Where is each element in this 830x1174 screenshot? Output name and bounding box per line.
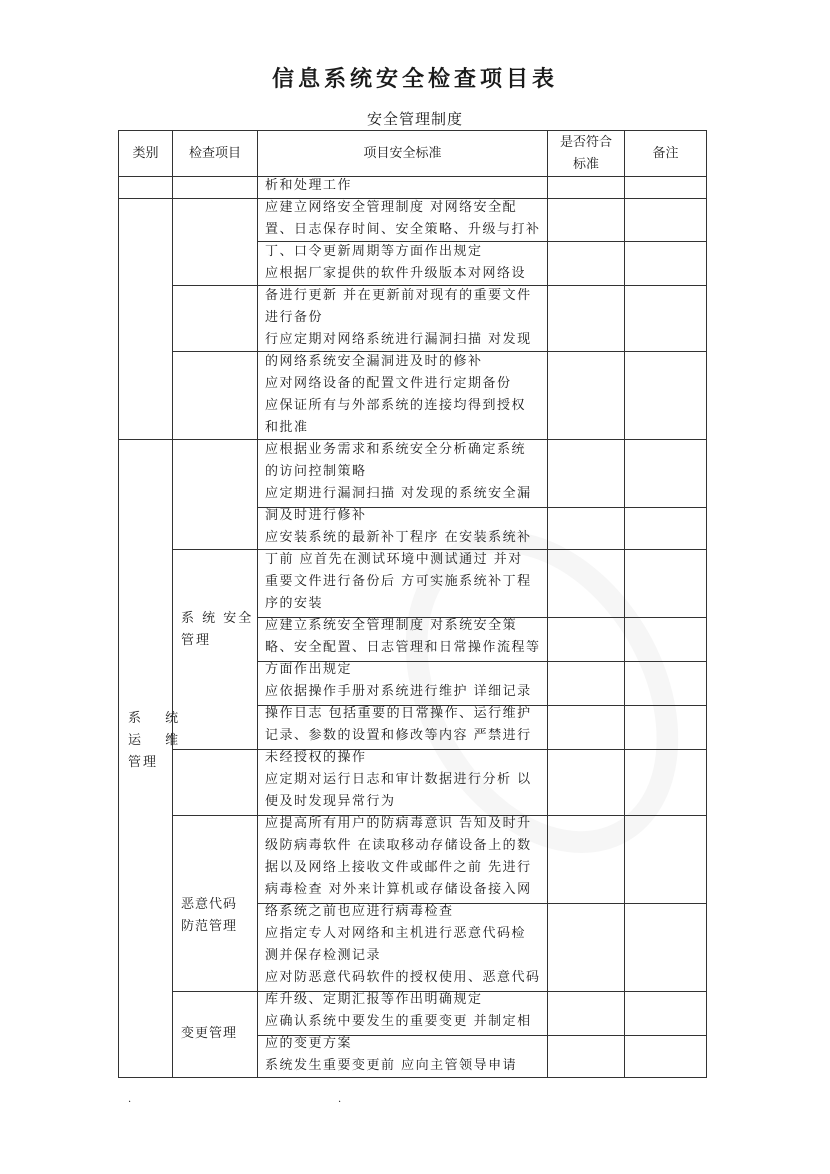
item-line: 系 统 安全 [181,611,254,626]
standard-line: 应定期对运行日志和审计数据进行分析 以 [265,772,532,787]
standard-line: 丁前 应首先在测试环境中测试通过 并对 [265,552,523,567]
category-system-ops [128,708,188,774]
header-compliant-line1: 是否符合 [559,134,612,150]
footer-dot-left: . [128,1094,132,1105]
standard-line: 级防病毒软件 在读取移动存储设备上的数 [265,838,532,853]
standard-line: 备进行更新 并在更新前对现有的重要文件 [265,288,532,303]
standard-line: 序的安装 [265,596,324,611]
category-line: 管理 [128,755,159,770]
standard-line: 据以及网络上接收文件或邮件之前 先进行 [265,860,532,875]
standard-line: 应确认系统中要发生的重要变更 并制定相 [265,1014,532,1029]
standard-line: 洞及时进行修补 [265,508,367,523]
page-title: 信息系统安全检查项目表 [271,66,558,92]
item-system-security [181,608,253,652]
header-compliant-line2: 标准 [572,156,599,172]
header-note: 备注 [652,145,679,161]
standard-line: 丁、口令更新周期等方面作出规定 [265,244,483,259]
standard-line: 应根据业务需求和系统安全分析确定系统 [265,442,527,457]
standard-line: 应建立网络安全管理制度 对网络安全配 [265,200,518,215]
standard-line: 应安装系统的最新补丁程序 在安装系统补 [265,530,532,545]
standard-line: 记录、参数的设置和修改等内容 严禁进行 [265,728,532,743]
header-standard: 项目安全标准 [363,145,442,161]
item-line: 管理 [181,633,212,648]
standard-line: 的网络系统安全漏洞进及时的修补 [265,354,483,369]
standard-line: 应的变更方案 [265,1036,353,1051]
item-line: 防范管理 [181,919,238,934]
standard-line: 析和处理工作 [265,178,353,193]
standard-line: 应提高所有用户的防病毒意识 告知及时升 [265,816,532,831]
standard-line: 应定期进行漏洞扫描 对发现的系统安全漏 [265,486,532,501]
header-compliant [548,131,624,176]
standard-line: 略、安全配置、日志管理和日常操作流程等 [265,640,541,655]
standard-line: 和批准 [265,420,309,435]
section-title: 安全管理制度 [366,110,463,128]
standard-line: 应建立系统安全管理制度 对系统安全策 [265,618,518,633]
standard-line: 方面作出规定 [265,662,353,677]
item-line: 恶意代码 [181,897,238,912]
standard-line: 系统发生重要变更前 应向主管领导申请 [265,1058,518,1073]
standard-line: 应对防恶意代码软件的授权使用、恶意代码 [265,970,541,985]
standard-line: 病毒检查 对外来计算机或存储设备接入网 [265,882,532,897]
standard-line: 置、日志保存时间、安全策略、升级与打补 [265,222,541,237]
header-item: 检查项目 [188,145,241,161]
standard-line: 应指定专人对网络和主机进行恶意代码检 [265,926,527,941]
standard-line: 测并保存检测记录 [265,948,382,963]
standard-line: 应保证所有与外部系统的连接均得到授权 [265,398,527,413]
category-line: 运 维 [128,733,189,748]
standard-line: 应根据厂家提供的软件升级版本对网络设 [265,266,527,281]
standard-line: 行应定期对网络系统进行漏洞扫描 对发现 [265,332,532,347]
standard-line: 便及时发现异常行为 [265,794,396,809]
standard-line: 应依据操作手册对系统进行维护 详细记录 [265,684,532,699]
header-category: 类别 [132,145,159,161]
standard-line: 操作日志 包括重要的日常操作、运行维护 [265,706,532,721]
standard-line: 库升级、定期汇报等作出明确规定 [265,992,483,1007]
standards-text [265,175,547,1077]
standard-line: 进行备份 [265,310,324,325]
standard-line: 应对网络设备的配置文件进行定期备份 [265,376,512,391]
category-line: 系 统 [128,711,189,726]
standard-line: 的访问控制策略 [265,464,367,479]
standard-line: 重要文件进行备份后 方可实施系统补丁程 [265,574,532,589]
standard-line: 未经授权的操作 [265,750,367,765]
item-change-management: 变更管理 [181,1026,238,1041]
footer-dot-right: . [338,1094,342,1105]
item-malware [181,894,237,938]
standard-line: 络系统之前也应进行病毒检查 [265,904,454,919]
